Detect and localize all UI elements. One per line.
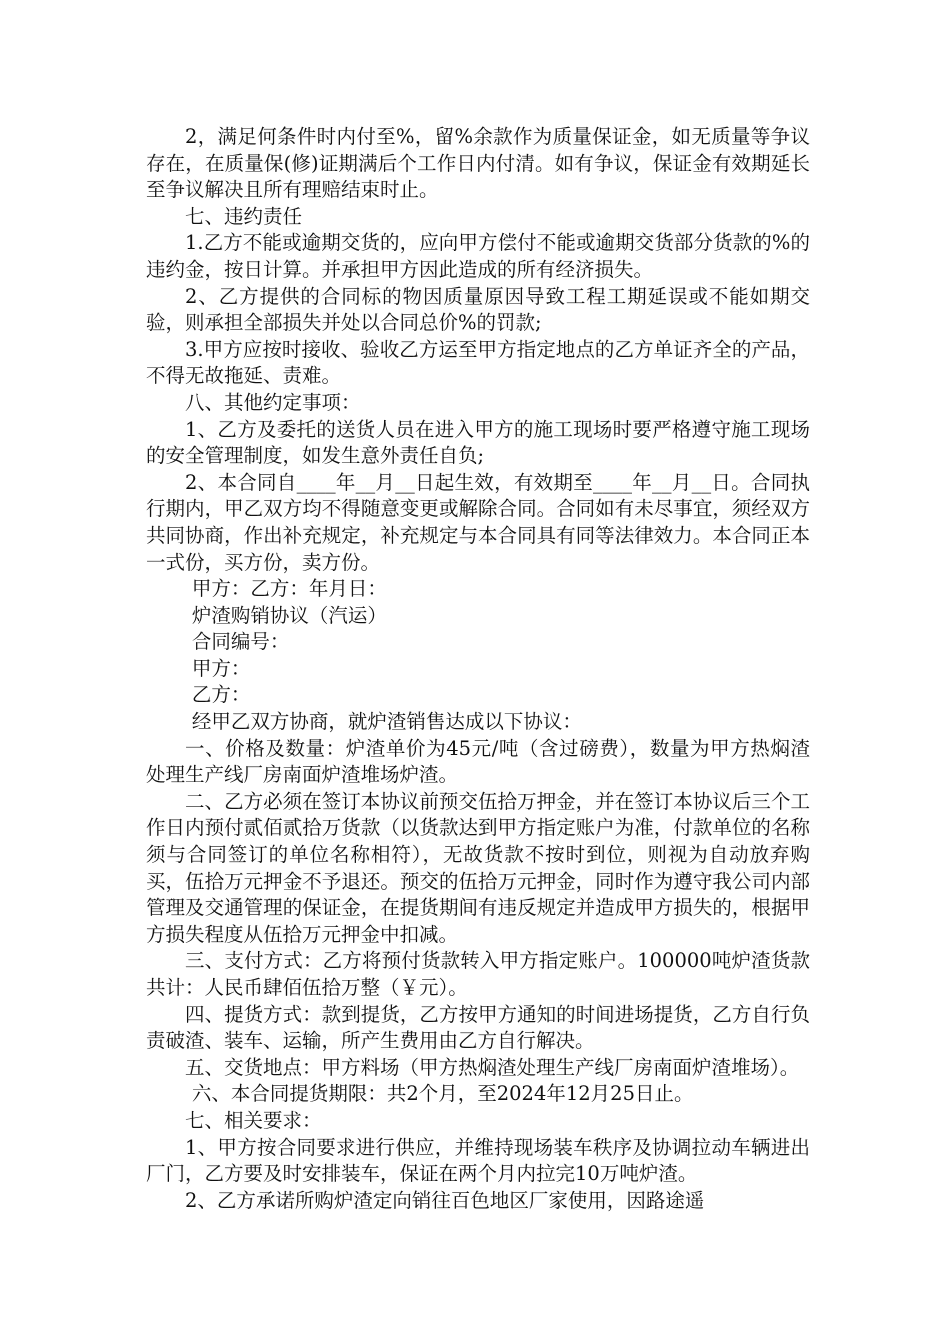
contract-paragraph: 经甲乙双方协商，就炉渣销售达成以下协议：	[191, 710, 582, 734]
contract-paragraph: 一、价格及数量：炉渣单价为45元/吨（含过磅费），数量为甲方热焖渣处理生产线厂房南面炉渣堆场炉渣。	[146, 736, 810, 787]
contract-paragraph: 2、乙方提供的合同标的物因质量原因导致工程工期延误或不能如期交验，则承担全部损失并处以合同总价%的罚款;	[146, 284, 810, 335]
contract-paragraph: 六、本合同提货期限：共2个月，至2024年12月25日止。	[191, 1082, 694, 1106]
contract-paragraph: 2、本合同自____年__月__日起生效，有效期至____年__月__日。合同执行期内，甲乙双方均不得随意变更或解除合同。合同如有未尽事宜，须经双方共同协商，作出补充规定，补充规定与本合同具有同等法律效力。本合同正本一式份，买方份，卖方份。	[146, 470, 810, 574]
contract-paragraph: 二、乙方必须在签订本协议前预交伍拾万押金，并在签订本协议后三个工作日内预付贰佰贰拾万货款（以货款达到甲方指定账户为准，付款单位的名称须与合同签订的单位名称相符），无故货款不按时到位，则视为自动放弃购买，伍拾万元押金不予退还。预交的伍拾万元押金，同时作为遵守我公司内部管理及交通管理的保证金，在提货期间有违反规定并造成甲方损失的，根据甲方损失程度从伍拾万元押金中扣减。	[146, 789, 810, 946]
contract-paragraph: 三、支付方式：乙方将预付货款转入甲方指定账户。100000吨炉渣货款共计：人民币肆佰伍拾万整（￥元）。	[146, 949, 810, 999]
contract-paragraph: 八、其他约定事项：	[185, 390, 361, 414]
contract-paragraph: 甲方：	[191, 656, 251, 680]
contract-paragraph: 2、乙方承诺所购炉渣定向销往百色地区厂家使用，因路途遥	[185, 1188, 705, 1212]
contract-paragraph: 2，满足何条件时内付至%，留%余款作为质量保证金，如无质量等争议存在，在质量保(修)证期满后个工作日内付清。如有争议，保证金有效期延长至争议解决且所有理赔结束时止。	[146, 125, 810, 202]
contract-paragraph: 1.乙方不能或逾期交货的，应向甲方偿付不能或逾期交货部分货款的%的违约金，按日计算。并承担甲方因此造成的所有经济损失。	[146, 231, 810, 281]
contract-paragraph: 乙方：	[191, 683, 251, 707]
contract-paragraph: 四、提货方式：款到提货，乙方按甲方通知的时间进场提货，乙方自行负责破渣、装车、运输，所产生费用由乙方自行解决。	[146, 1002, 810, 1053]
contract-paragraph: 3.甲方应按时接收、验收乙方运至甲方指定地点的乙方单证齐全的产品，不得无故拖延、责难。	[146, 337, 810, 388]
contract-paragraph: 甲方：乙方：年月日：	[191, 577, 387, 601]
contract-paragraph: 七、违约责任	[185, 204, 303, 228]
contract-text-body	[146, 124, 810, 1214]
contract-paragraph: 七、相关要求：	[185, 1108, 322, 1132]
contract-paragraph: 五、交货地点：甲方料场（甲方热焖渣处理生产线厂房南面炉渣堆场）。	[185, 1055, 800, 1079]
contract-paragraph: 1、甲方按合同要求进行供应，并维持现场装车秩序及协调拉动车辆进出厂门，乙方要及时安排装车，保证在两个月内拉完10万吨炉渣。	[146, 1135, 810, 1186]
contract-paragraph: 合同编号：	[191, 630, 290, 654]
contract-paragraph: 炉渣购销协议（汽运）	[191, 603, 387, 627]
contract-paragraph: 1、乙方及委托的送货人员在进入甲方的施工现场时要严格遵守施工现场的安全管理制度，如发生意外责任自负;	[146, 417, 810, 468]
